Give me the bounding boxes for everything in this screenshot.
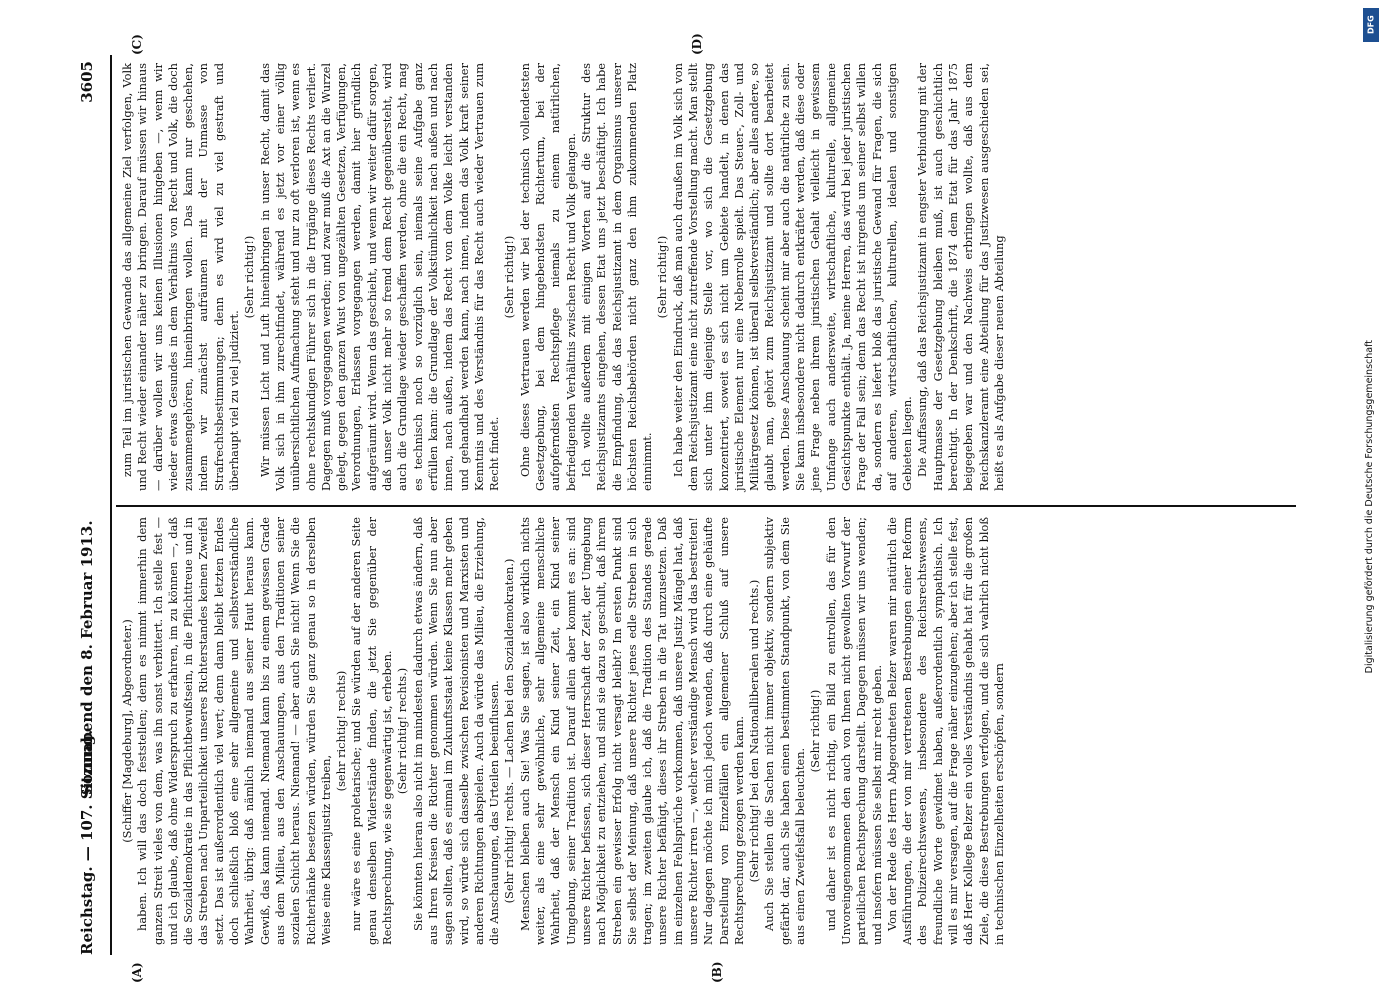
paragraph: nur wäre es eine proletarische; und Sie würden auf der anderen Seite genau denselben Widerstände finden, die jetzt Sie gegenüber der Rechtsprechung, wie sie gegenwärtig ist, erheben. xyxy=(349,517,395,945)
paragraph: und daher ist es nicht richtig, ein Bild zu entrollen, das für den Unvoreingenommenen den auch von Ihnen nicht gewollten Vorwurf der parteilichen Rechtsprechung darstellt. Dagegen müssen wir uns wenden; und insofern müssen Sie selbst mir recht geben. xyxy=(823,517,884,945)
interjection: (sehr richtig! rechts) xyxy=(334,670,349,792)
funding-note: Digitalisierung gefördert durch die Deutsche Forschungsgemeinschaft xyxy=(1364,340,1375,674)
interjection: (Sehr richtig!) xyxy=(502,235,517,319)
paragraph: zum Teil im juristischen Gewande das allgemeine Ziel verfolgen, Volk und Recht wieder einander näher zu bringen. Darauf müssen wir hinaus — darüber wollen wir uns keinen Illusionen hingeben —, wenn wir wieder etwas Gesundes in dem Verhältnis von Recht und Volk, die doch zusammengehören, hineinbringen wollen. Das kann nur geschehen, indem wir zunächst aufräumen mit der Unmasse von Strafrechtsbestimmungen; denn es wird viel zu viel gestraft und überhaupt viel zu viel judiziert. xyxy=(120,63,242,491)
interjection: (Sehr richtig!) xyxy=(808,689,823,773)
header-session: Reichstag. — 107. Sitzung. xyxy=(78,729,96,955)
paragraph: Sie könnten hieran also nicht im mindesten dadurch etwas ändern, daß aus Ihren Kreisen die Richter genommen würden. Wenn Sie nun aber sagen sollten, daß es einmal im Zukunftsstaat keine Klassen mehr geben wird, so würde sich dasselbe zwischen Revisionisten und Marxisten und anderen Richtungen abspielen. Auch da würde das Milieu, die Erziehung, die Anschauungen, das Urteilen beeinflussen. xyxy=(410,517,502,945)
paragraph: Ohne dieses Vertrauen werden wir bei der technisch vollendetsten Gesetzgebung, bei dem hingebendsten Richtertum, bei der aufopferndsten Rechtspflege niemals zu einem natürlichen, befriedigenden Verhältnis zwischen Recht und Volk gelangen. xyxy=(517,63,578,491)
dfg-logo-icon: DFG xyxy=(1363,8,1379,42)
interjection: (Sehr richtig!) xyxy=(242,235,257,319)
margin-marker-b: (B) xyxy=(710,961,724,983)
left-column xyxy=(120,517,1007,945)
paragraph: haben. Ich will das doch feststellen; denn es nimmt immerhin dem ganzen Streit vieles von dem, was ihn sonst verbittert. Ich stelle fest — und ich glaube, daß ohne Widerspruch zu erfahren, im zu können —, daß die Sozialdemokratie in das Pflichtbewußtsein, in die Pflichttreue und in das Streben nach Unparteilichkeit unseres Richterstandes keinen Zweifel setzt. Das ist außerordentlich viel wert; denn dann bleibt letzten Endes doch schließlich bloß eine sehr allgemeine und selbstverständliche Wahrheit, übrig: daß nämlich niemand aus seiner Haut heraus kann. Gewiß, das kann niemand. Niemand kann bis zu einem gewissen Grade aus dem Milieu, aus den Anschauungen, aus den Traditionen seiner sozialen Schicht heraus. Niemand! — aber auch Sie nicht! Wenn Sie die Richterhänke besetzen würden, würden Sie ganz genau so in derselben Weise eine Klassenjustiz treiben, xyxy=(135,517,333,945)
paragraph: Auch Sie stellen die Sachen nicht immer objektiv, sondern subjektiv gefärbt dar, auch Sie haben einen bestimmten Standpunkt, von dem Sie aus einen Zweifelsfall beleuchten. xyxy=(762,517,808,945)
paragraph: Menschen bleiben auch Sie! Was Sie sagen, ist also wirklich nichts weiter, als eine sehr gewöhnliche, sehr allgemeine menschliche Wahrheit, daß der Mensch ein Kind seiner Zeit, ein Kind seiner Umgebung, seiner Tradition ist. Darauf allein aber kommt es an: sind unsere Richter befissen, sich dieser Herrschaft der Zeit, der Umgebung nach Möglichkeit zu entziehen, und sind sie dazu so geschult, daß ihrem Streben ein gewisser Erfolg nicht versagt bleibt? Im ersten Punkt sind Sie selbst der Meinung, daß unsere Richter jenes edle Streben in sich tragen; im zweiten glaube ich, daß die Tradition des Standes gerade unsere Richter befähigt, dieses ihr Streben in die Tat umzusetzen. Daß im einzelnen Fehlsprüche vorkommen, daß unsere Justiz Mängel hat, daß unsere Richter irren —, welcher verständige Mensch wird das bestreiten! Nur dagegen möchte ich mich jedoch wenden, daß durch eine gehäufte Darstellung von Einzelfällen ein allgemeiner Schluß auf unsere Rechtsprechung gezogen werden kann. xyxy=(517,517,746,945)
paragraph: Wir müssen Licht und Luft hineinbringen in unser Recht, damit das Volk sich in ihm zurechtfindet, während es jetzt vor einer völlig unübersichtlichen Aufmachung steht und nur zu oft verloren ist, wenn es ohne rechtskundigen Führer sich in die Irrgänge dieses Rechts verliert. Dagegen muß vorgegangen werden; und zwar muß die Axt an die Wurzel gelegt, gegen den ganzen Wust von ungezählten Gesetzen, Verfügungen, Verordnungen, Erlassen vorgegangen werden, damit hier gründlich aufgeräumt wird. Wenn das geschieht, und wenn wir weiter dafür sorgen, daß unser Volk nicht mehr so fremd dem Recht gegenübersteht, wird auch die Grundlage wieder geschaffen werden, ohne die ein Recht, mag es technisch noch so vorzüglich sein, niemals seine Aufgabe ganz erfüllen kann: die Grundlage der Volkstümlichkeit nach außen und nach innen, nach außen, indem das Recht von dem Volke leicht verstanden und gehandhabt werden kann, nach innen, indem das Volk kraft seiner Kenntnis und des Verständnis für das Recht auch wieder Vertrauen zum Recht findet. xyxy=(257,63,502,491)
interjection: (Sehr richtig!) xyxy=(655,235,670,319)
document-page xyxy=(70,33,1300,983)
margin-marker-c: (C) xyxy=(130,34,144,55)
right-column xyxy=(120,63,1007,491)
margin-marker-d: (D) xyxy=(690,33,704,55)
page-number: 3605 xyxy=(78,61,96,103)
column-divider xyxy=(116,505,1296,507)
interjection: (Sehr richtig! bei den Nationalliberalen und rechts.) xyxy=(747,579,762,883)
paragraph: Ich wollte außerdem mit einigen Worten auf die Struktur des Reichsjustizamts eingehen, dessen Etat uns jetzt beschäftigt. Ich habe die Empfindung, daß das Reichsjustizamt in dem Organismus unserer höchsten Reichsbehörden nicht ganz den ihm zukommenden Platz einnimmt. xyxy=(578,63,655,491)
interjection: (Sehr richtig! rechts. — Lachen bei den Sozialdemokraten.) xyxy=(502,558,517,904)
interjection: (Sehr richtig! rechts.) xyxy=(395,667,410,795)
header-date: Sonnabend den 8. Februar 1913. xyxy=(78,520,96,795)
page-header xyxy=(70,55,112,955)
paragraph: Von der Rede des Herrn Abgeordneten Belzer waren mir natürlich die Ausführungen, die der von mir vertretenen Bestrebungen einer Reform des Polizeirechtswesens, insbesondere des Reichsrechtswesens, freundliche Worte gewidmet haben, außerordentlich sympathisch. Ich will es mir versagen, auf die Frage näher einzugehen; aber ich stelle fest, daß Herr Kollege Belzer ein volles Verständnis gehabt hat für die großen Ziele, die diese Bestrebungen verfolgen, und die sich wahrlich nicht bloß in technischen Einzelheiten erschöpfen, sondern xyxy=(884,517,1006,945)
speaker-line: (Schiffer [Magdeburg], Abgeordneter.) xyxy=(120,619,134,843)
paragraph: Die Auffassung, daß das Reichsjustizamt in engster Verbindung mit der Hauptmasse der Gesetzgebung bleiben muß, ist auch geschichtlich berechtigt. In der Denkschrift, die 1874 dem Etat für das Jahr 1875 beigegeben war und den Nachweis erbringen wollte, daß aus dem Reichskanzleramt eine Abteilung für das Justizwesen ausgeschieden sei, heißt es als Aufgabe dieser neuen Abteilung xyxy=(915,63,1006,491)
paragraph: Ich habe weiter den Eindruck, daß man auch draußen im Volk sich von dem Reichsjustizamt eine nicht zutreffende Vorstellung macht. Man stellt sich unter ihm diejenige Stelle vor, wo sich die Gesetzgebung konzentriert, soweit es sich nicht um Gebiete handelt, in denen das juristische Element nur eine Nebenrolle spielt. Das Steuer-, Zoll- und Militärgesetz können, ist überall selbstverständlich; aber alles andere, so glaubt man, gehört zum Reichsjustizamt und sollte dort bearbeitet werden. Diese Anschauung scheint mir aber auch die natürliche zu sein. Sie kann insbesondere nicht dadurch entkräftet werden, daß diese oder jene Frage neben ihrem juristischen Gehalt vielleicht in gewissem Umfange auch andersweite, wirtschaftliche, kulturelle, allgemeine Gesichtspunkte enthält. Ja, meine Herren, das wird bei jeder juristischen Frage der Fall sein; denn das Recht ist nirgends um seiner selbst willen da, sondern es liefert bloß das juristische Gewand für Fragen, die sich auf anderen, wirtschaftlichen, kulturellen, idealen und sonstigen Gebieten liegen. xyxy=(670,63,915,491)
margin-marker-a: (A) xyxy=(130,962,144,983)
